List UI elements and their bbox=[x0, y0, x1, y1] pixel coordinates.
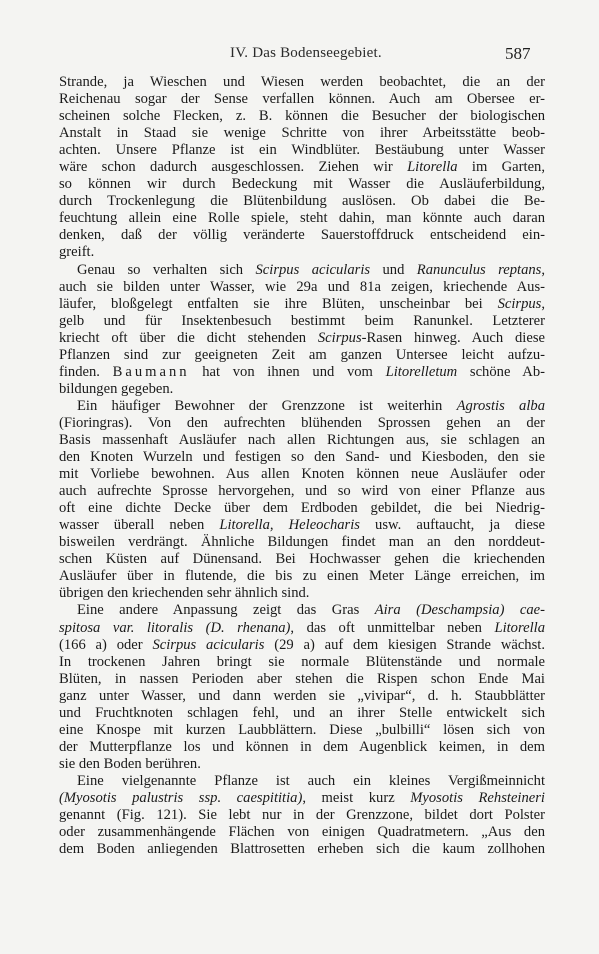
text-line: dem Boden anliegenden Blattrosetten erheben sich die kaum zollhohen bbox=[59, 841, 545, 858]
text-line: feuchtung allein eine Rolle spiele, steht dahin, man könnte auch daran bbox=[59, 210, 545, 227]
text-line: auch aufrechte Sprosse hervorgehen, und so wird von einer Pflanze aus bbox=[59, 483, 545, 500]
text-line: achten. Unsere Pflanze ist ein Windblüter. Bestäubung unter Wasser bbox=[59, 142, 545, 159]
text-line: (166 a) oder Scirpus acicularis (29 a) auf dem kiesigen Strande wächst. bbox=[59, 636, 545, 653]
text-line: gelb und für Insektenbesuch bestimmt beim Ranunkel. Letzterer bbox=[59, 312, 545, 329]
running-header bbox=[0, 42, 599, 66]
text-line: spitosa var. litoralis (D. rhenana), das oft unmittelbar neben Litorella bbox=[59, 619, 545, 636]
text-line: Pflanzen sind zur geeigneten Zeit am ganzen Untersee leicht aufzu- bbox=[59, 346, 545, 363]
text-line: Eine andere Anpassung zeigt das Gras Aira (Deschampsia) cae- bbox=[77, 602, 545, 619]
text-line: (Myosotis palustris ssp. caespititia), meist kurz Myosotis Rehsteineri bbox=[59, 789, 545, 806]
chapter-title: IV. Das Bodenseegebiet. bbox=[230, 45, 382, 61]
body-text bbox=[59, 74, 545, 858]
text-line: Anstalt in Staad sie wenige Schritte von ihrer Arbeitsstätte beob- bbox=[59, 125, 545, 142]
page-number: 587 bbox=[505, 44, 531, 63]
text-line: finden. Baumann hat von ihnen und vom Litorelletum schöne Ab- bbox=[59, 363, 545, 380]
text-line: Basis massenhaft Ausläufer nach allen Richtungen aus, sie schlagen an bbox=[59, 431, 545, 448]
text-line: wäre schon dadurch ausgeschlossen. Ziehen wir Litorella im Garten, bbox=[59, 159, 545, 176]
text-line: Ein häufiger Bewohner der Grenzzone ist weiterhin Agrostis alba bbox=[77, 397, 545, 414]
text-line: bisweilen verdrängt. Ähnliche Bildungen findet man an den norddeut- bbox=[59, 534, 545, 551]
text-line: In trockenen Jahren bringt sie normale Blütenstände und normale bbox=[59, 653, 545, 670]
text-line: auch sie bilden unter Wasser, wie 29a und 81a zeigen, kriechende Aus- bbox=[59, 278, 545, 295]
text-line: Reichenau sogar der Sense verfallen können. Auch am Obersee er- bbox=[59, 91, 545, 108]
text-line: sie den Boden berühren. bbox=[59, 755, 201, 772]
text-line: kriecht oft über die dicht stehenden Scirpus-Rasen hinweg. Auch diese bbox=[59, 329, 546, 346]
text-line: Strande, ja Wieschen und Wiesen werden beobachtet, die an der bbox=[59, 74, 545, 90]
text-line: Genau so verhalten sich Scirpus acicularis und Ranunculus reptans, bbox=[77, 261, 545, 278]
text-line: mit Vorliebe bewohnen. Aus allen Knoten können neue Ausläufer oder bbox=[59, 466, 545, 483]
text-line: schen Küsten auf Dünensand. Bei Hochwasser gehen die kriechenden bbox=[59, 551, 545, 568]
text-line: greift. bbox=[59, 244, 95, 261]
text-line: genannt (Fig. 121). Sie lebt nur in der Grenzzone, bildet dort Polster bbox=[59, 807, 545, 824]
text-line: bildungen gegeben. bbox=[59, 380, 174, 397]
text-line: so können wir durch Bedeckung mit Wasser die Ausläuferbildung, bbox=[59, 176, 545, 193]
text-line: denken, daß der völlig veränderte Sauerstoffdruck entscheidend ein- bbox=[59, 227, 545, 244]
text-line: oft eine dichte Decke über dem Erdboden gebildet, die bei Niedrig- bbox=[59, 500, 545, 517]
text-line: und Fruchtknoten schlagen fehl, und an ihrer Stelle entwickelt sich bbox=[59, 704, 545, 721]
text-line: Eine vielgenannte Pflanze ist auch ein kleines Vergißmeinnicht bbox=[77, 772, 545, 789]
text-line: übrigen den kriechenden sehr ähnlich sind. bbox=[59, 585, 310, 602]
text-line: ganz unter Wasser, und dann werden sie „vivipar“, d. h. Staubblätter bbox=[59, 687, 545, 704]
text-line: der Mutterpflanze los und können in dem Augenblick keimen, in dem bbox=[59, 738, 545, 755]
text-line: scheinen solche Flecken, z. B. können die Besucher der biologischen bbox=[59, 108, 545, 125]
text-line: durch Trockenlegung die Blütenbildung auslösen. Ob dabei die Be- bbox=[59, 193, 545, 210]
text-line: oder zusammenhängende Flächen von einigen Quadratmetern. „Aus den bbox=[59, 824, 545, 841]
text-line: den Knoten Wurzeln und festigen so den Sand- und Kiesboden, den sie bbox=[59, 449, 545, 466]
text-line: (Fioringras). Von den aufrechten blühenden Sprossen gehen an der bbox=[59, 414, 545, 431]
text-line: Blüten, in nassen Perioden aber stehen die Rispen schon Ende Mai bbox=[59, 670, 545, 687]
text-line: Ausläufer über in flutende, die bis zu einen Meter Länge erreichen, im bbox=[59, 568, 545, 585]
text-line: eine Knospe mit kurzen Laubblättern. Diese „bulbilli“ lösen sich von bbox=[59, 721, 545, 738]
text-line: wasser überall neben Litorella, Heleocharis usw. auftaucht, ja diese bbox=[59, 517, 545, 534]
text-line: läufer, bloßgelegt entfalten sie ihre Blüten, unscheinbar bei Scirpus, bbox=[59, 295, 545, 312]
